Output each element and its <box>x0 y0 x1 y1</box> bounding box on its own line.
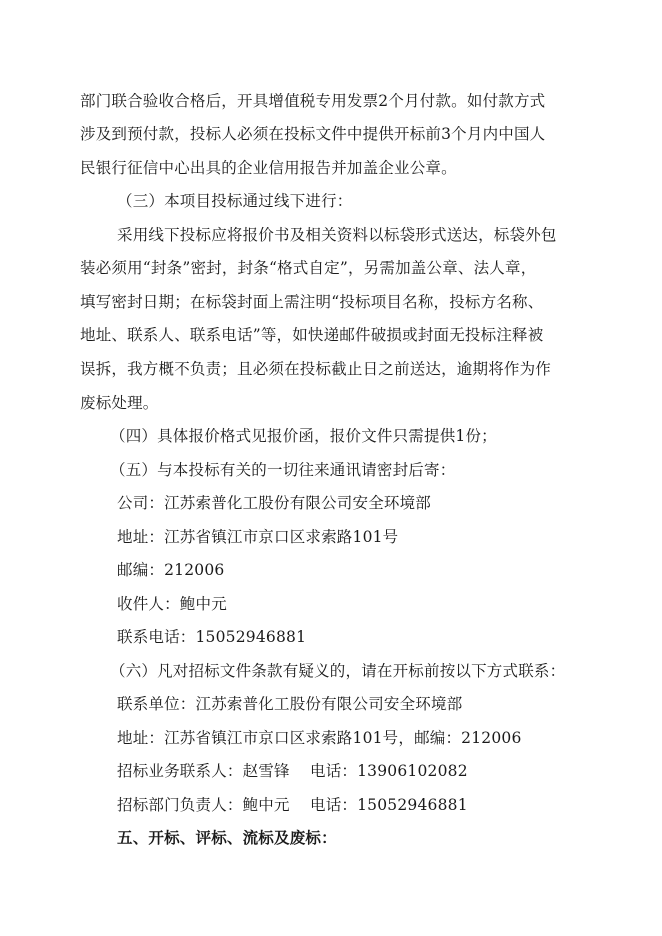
item-6-heading: （六）凡对招标文件条款有疑义的，请在开标前按以下方式联系： <box>110 662 566 680</box>
item-3-line-5: 误拆，我方概不负责；且必须在投标截止日之前送达，逾期将作为作 <box>80 360 552 378</box>
mailing-recipient: 收件人：鲍中元 <box>117 595 227 613</box>
item-3-line-3: 填写密封日期；在标袋封面上需注明“投标项目名称，投标方名称、 <box>80 293 544 311</box>
payment-line-1: 部门联合验收合格后，开具增值税专用发票2个月付款。如付款方式 <box>80 92 546 110</box>
section-5-heading: 五、开标、评标、流标及废标： <box>117 829 337 847</box>
mailing-company: 公司：江苏索普化工股份有限公司安全环境部 <box>117 494 432 512</box>
item-3-line-4: 地址、联系人、联系电话”等，如快递邮件破损或封面无投标注释被 <box>80 326 544 344</box>
item-3-heading: （三）本项目投标通过线下进行： <box>117 192 353 210</box>
mailing-postcode: 邮编：212006 <box>117 561 225 579</box>
contact-address: 地址：江苏省镇江市京口区求索路101号，邮编：212006 <box>117 729 522 747</box>
dept-phone: 电话：15052946881 <box>310 796 468 814</box>
contact-unit: 联系单位：江苏索普化工股份有限公司安全环境部 <box>117 695 463 713</box>
item-5-heading: （五）与本投标有关的一切往来通讯请密封后寄： <box>110 461 456 479</box>
item-4: （四）具体报价格式见报价函，报价文件只需提供1份； <box>110 427 497 445</box>
payment-line-2: 涉及到预付款，投标人必须在投标文件中提供开标前3个月内中国人 <box>80 125 546 143</box>
mailing-phone: 联系电话：15052946881 <box>117 628 307 646</box>
dept-head: 招标部门负责人：鲍中元 <box>117 796 290 814</box>
business-contact: 招标业务联系人：赵雪锋 <box>117 762 290 780</box>
payment-line-3: 民银行征信中心出具的企业信用报告并加盖企业公章。 <box>80 159 457 177</box>
item-3-line-6: 废标处理。 <box>80 394 159 412</box>
mailing-address: 地址：江苏省镇江市京口区求索路101号 <box>117 528 399 546</box>
item-3-line-1: 采用线下投标应将报价书及相关资料以标袋形式送达，标袋外包 <box>117 226 557 244</box>
business-phone: 电话：13906102082 <box>310 762 468 780</box>
item-3-line-2: 装必须用“封条”密封，封条“格式自定”，另需加盖公章、法人章， <box>80 259 537 277</box>
